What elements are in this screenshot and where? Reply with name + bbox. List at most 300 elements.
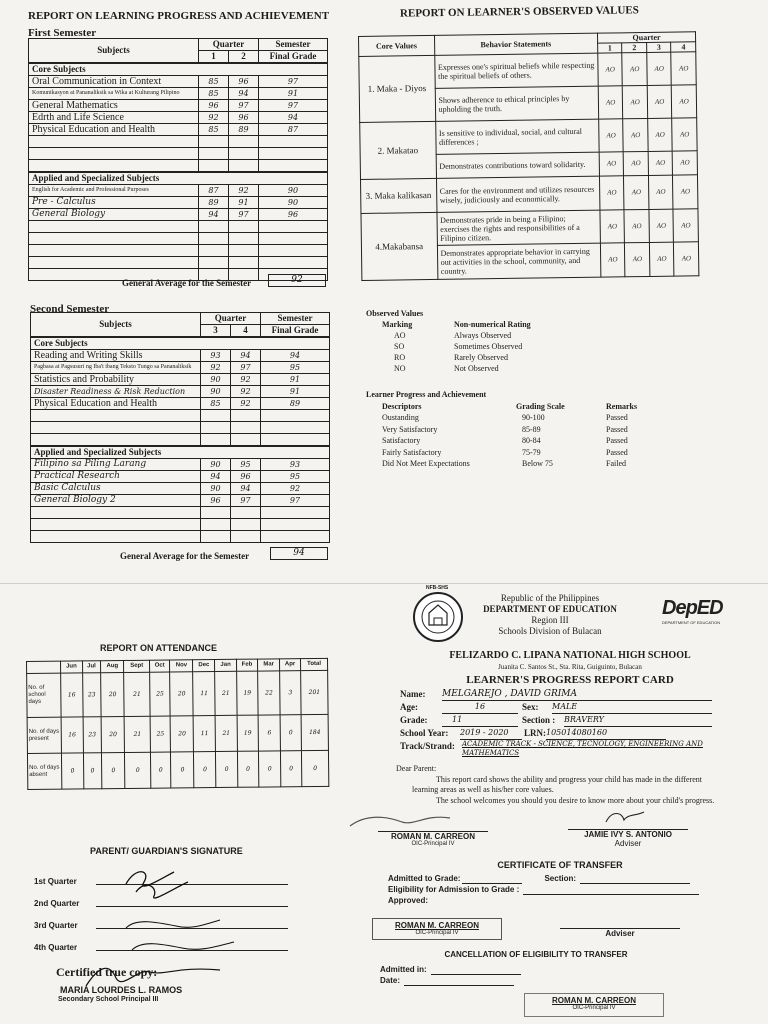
- subject-name: General Biology: [29, 208, 199, 220]
- grade-cell: 85: [199, 88, 229, 100]
- row-label: No. of school days: [27, 673, 61, 717]
- attendance-cell: 0: [171, 752, 194, 788]
- grade-cell: 90: [201, 374, 231, 386]
- certified-label: Certified true copy:: [56, 965, 158, 979]
- mark-cell: AO: [672, 118, 697, 151]
- attendance-cell: 0: [237, 751, 259, 787]
- scale-descriptor: Did Not Meet Expectations: [382, 459, 470, 468]
- applied-subjects-label: Applied and Specialized Subjects: [29, 172, 328, 185]
- scale-descriptor: Fairly Satisfactory: [382, 447, 442, 457]
- sem1-average-value: 92: [268, 274, 326, 287]
- mark-cell: AO: [648, 175, 673, 209]
- final-grade-cell: 94: [259, 112, 328, 124]
- month-header: Nov: [170, 660, 193, 672]
- transfer-title: CERTIFICATE OF TRANSFER: [497, 860, 623, 870]
- deped-logo-text: DepED: [662, 597, 723, 619]
- lrn-label: LRN:: [524, 728, 546, 738]
- behavior-statement: Expresses one's spiritual beliefs while respecting the spiritual beliefs of others.: [434, 53, 598, 88]
- scale-range: 75-79: [522, 447, 541, 457]
- attendance-cell: 0: [125, 752, 151, 788]
- subject-name: Pre - Calculus: [29, 196, 199, 208]
- region-label: Region III: [531, 615, 569, 625]
- scale-remark: Passed: [606, 413, 628, 422]
- col-core-values: Core Values: [359, 35, 435, 56]
- col-quarter: Quarter: [201, 313, 261, 325]
- section-label: Section :: [522, 715, 556, 725]
- attendance-cell: 6: [258, 715, 280, 751]
- grade-cell: 87: [199, 184, 229, 196]
- transfer-adviser-label: Adviser: [560, 928, 680, 938]
- col-semester: Semester: [259, 39, 328, 51]
- attendance-cell: 0: [150, 752, 171, 788]
- student-grade: 11: [442, 714, 518, 727]
- mark-cell: AO: [599, 176, 624, 210]
- deped-seal-icon: [412, 591, 464, 643]
- scale-range: 90-100: [522, 413, 545, 422]
- legend-mark: SO: [394, 342, 405, 351]
- grade-cell: 92: [231, 374, 261, 386]
- col-final: Final Grade: [259, 51, 328, 64]
- legend-marking-header: Marking: [382, 320, 413, 329]
- department-label: DEPARTMENT OF EDUCATION: [483, 604, 617, 614]
- subject-name: Physical Education and Health: [31, 398, 201, 410]
- student-track: ACADEMIC TRACK - SCIENCE, TECNOLOGY, ENGINEERING AND MATHEMATICS: [462, 740, 703, 757]
- core-subjects-label: Core Subjects: [29, 63, 328, 76]
- table-row: [31, 458, 330, 470]
- scale-descriptor: Satisfactory: [382, 436, 421, 445]
- grade-cell: 96: [229, 76, 259, 88]
- legend-rating: Rarely Observed: [454, 353, 508, 362]
- approved-label: Approved:: [388, 896, 428, 905]
- attendance-cell: 21: [125, 716, 151, 752]
- letter-greeting: Dear Parent:: [396, 764, 437, 773]
- mark-cell: AO: [672, 85, 697, 118]
- attendance-cell: 16: [61, 717, 83, 753]
- col-q1: 1: [199, 51, 229, 64]
- final-grade-cell: 94: [261, 350, 330, 362]
- final-grade-cell: 91: [259, 88, 328, 100]
- subject-name: Edrth and Life Science: [29, 112, 199, 124]
- grade-cell: 92: [199, 112, 229, 124]
- second-semester-table: [30, 312, 330, 543]
- cancel-fields: [380, 964, 521, 986]
- attendance-cell: 20: [170, 672, 193, 716]
- admitted-in-label: Admitted in:: [380, 965, 427, 974]
- col-q3: 3: [201, 325, 231, 338]
- school-name: FELIZARDO C. LIPANA NATIONAL HIGH SCHOOL: [449, 650, 691, 661]
- grade-cell: 92: [231, 386, 261, 398]
- scale-range: 85-89: [522, 424, 541, 434]
- eligibility-field: [523, 884, 699, 895]
- subject-name: Oral Communication in Context: [29, 76, 199, 88]
- col-q4: 4: [231, 325, 261, 338]
- mark-cell: AO: [673, 151, 698, 175]
- mark-cell: AO: [624, 209, 649, 242]
- grade-cell: 94: [229, 88, 259, 100]
- subject-name: Statistics and Probability: [31, 374, 201, 386]
- grade-cell: 90: [201, 386, 231, 398]
- learning-report-title: REPORT ON LEARNING PROGRESS AND ACHIEVEMENT: [28, 10, 330, 22]
- legend-rating: Not Observed: [454, 364, 499, 373]
- student-name: MELGAREJO , DAVID GRIMA: [442, 688, 712, 701]
- table-row: [29, 208, 328, 220]
- grade-cell: 85: [201, 398, 231, 410]
- grade-cell: 89: [199, 196, 229, 208]
- scale-range: 80-84: [522, 436, 541, 445]
- principal-name: ROMAN M. CARREON: [378, 831, 488, 841]
- behavior-statement: Shows adherence to ethical principles by upholding the truth.: [435, 86, 599, 121]
- col-q2: 2: [622, 42, 647, 52]
- grade-cell: 92: [229, 184, 259, 196]
- transfer-principal-title: OIC-Principal IV: [415, 930, 459, 936]
- grade-cell: 96: [229, 112, 259, 124]
- admitted-grade-label: Admitted to Grade:: [388, 874, 461, 883]
- final-grade-cell: 95: [261, 470, 330, 482]
- col-final: Final Grade: [261, 325, 330, 338]
- deped-logo: [662, 597, 723, 625]
- legend-rating-header: Non-numerical Rating: [454, 320, 531, 329]
- attendance-cell: 25: [150, 716, 171, 752]
- admitted-in-field: [431, 964, 521, 975]
- sem2-average-label: General Average for the Semester: [120, 551, 250, 561]
- applied-subjects-label: Applied and Specialized Subjects: [31, 446, 330, 459]
- values-report-title: REPORT ON LEARNER'S OBSERVED VALUES: [399, 4, 639, 20]
- month-header: Sept: [124, 660, 150, 672]
- subject-name: Pagbasa at Pagsusuri ng Iba't ibang Teksto Tungo sa Pananaliksik: [31, 362, 201, 374]
- scale-descriptor: Oustanding: [382, 413, 419, 422]
- attendance-cell: 201: [301, 670, 328, 714]
- col-quarter: Quarter: [199, 39, 259, 51]
- grade-cell: 91: [229, 196, 259, 208]
- month-header: Apr: [279, 659, 300, 671]
- sem1-average-label: General Average for the Semester: [122, 278, 252, 288]
- attendance-cell: 3: [280, 671, 302, 715]
- behavior-statement: Demonstrates appropriate behavior in carrying out activities in the school, community, and country.: [437, 243, 601, 279]
- observed-values-table: [358, 31, 699, 281]
- legend-rating: Sometimes Observed: [454, 342, 523, 351]
- grade-cell: 97: [229, 208, 259, 220]
- student-sex: MALE: [552, 701, 712, 714]
- table-row: [27, 670, 328, 717]
- letter-body-1: This report card shows the ability and progress your child has made in the different learning areas as well as his/her core values.: [412, 775, 703, 794]
- grade-cell: 94: [201, 470, 231, 482]
- mark-cell: AO: [625, 242, 650, 276]
- admitted-grade-field: [462, 873, 522, 884]
- adviser-signature: [600, 806, 650, 828]
- subject-name: Practical Research: [31, 470, 201, 482]
- mark-cell: AO: [624, 175, 649, 209]
- grade-cell: 94: [231, 482, 261, 494]
- student-section: BRAVERY: [564, 714, 712, 727]
- school-year-label: School Year:: [400, 728, 449, 738]
- final-grade-cell: 91: [261, 374, 330, 386]
- grade-cell: 92: [201, 362, 231, 374]
- subject-name: General Biology 2: [31, 494, 201, 506]
- table-row: [359, 52, 696, 90]
- legend-rating: Always Observed: [454, 331, 512, 340]
- table-row: [29, 196, 328, 208]
- behavior-statement: Is sensitive to individual, social, and cultural differences ;: [435, 119, 599, 154]
- table-row: [31, 350, 330, 362]
- table-row: [27, 750, 328, 789]
- scale-remark: Passed: [606, 424, 628, 434]
- attendance-cell: 0: [83, 753, 102, 789]
- scale-remarks-header: Remarks: [606, 401, 638, 411]
- first-semester-title: First Semester: [28, 27, 97, 39]
- grade-cell: 90: [201, 458, 231, 470]
- legend-mark: NO: [394, 364, 406, 373]
- age-label: Age:: [400, 702, 418, 712]
- attendance-cell: 22: [258, 671, 280, 715]
- grade-cell: 85: [199, 76, 229, 88]
- table-row: [361, 209, 698, 247]
- behavior-statement: Cares for the environment and utilizes resources wisely, judiciously and economically.: [436, 176, 600, 212]
- scale-remark: Failed: [606, 459, 626, 468]
- sex-label: Sex:: [522, 702, 539, 712]
- table-row: [29, 76, 328, 88]
- mark-cell: AO: [647, 52, 672, 85]
- col-behavior: Behavior Statements: [434, 33, 598, 55]
- table-row: [361, 175, 698, 214]
- mark-cell: AO: [598, 86, 623, 119]
- grade-cell: 89: [229, 124, 259, 136]
- month-header: Total: [301, 658, 328, 670]
- mark-cell: AO: [674, 242, 699, 276]
- scale-title: Learner Progress and Achievement: [366, 390, 487, 399]
- attendance-cell: 20: [101, 672, 125, 716]
- subject-name: General Mathematics: [29, 100, 199, 112]
- sig-quarter-label: 1st Quarter: [34, 877, 77, 886]
- legend-mark: RO: [394, 353, 406, 362]
- cancel-date-field: [404, 975, 514, 986]
- attendance-cell: 20: [101, 716, 125, 752]
- mark-cell: AO: [648, 118, 673, 151]
- legend-title: Observed Values: [366, 309, 424, 318]
- cancel-title: CANCELLATION OF ELIGIBILITY TO TRANSFER: [444, 950, 628, 959]
- table-row: [31, 494, 330, 506]
- col-quarter: Quarter: [597, 32, 695, 43]
- attendance-cell: 21: [215, 671, 237, 715]
- mark-cell: AO: [624, 151, 649, 175]
- subject-name: Reading and Writing Skills: [31, 350, 201, 362]
- table-row: [31, 374, 330, 386]
- attendance-title: REPORT ON ATTENDANCE: [100, 643, 217, 653]
- certifier-name: MARIA LOURDES L. RAMOS: [60, 985, 183, 995]
- attendance-cell: 11: [193, 716, 216, 752]
- mark-cell: AO: [649, 242, 674, 276]
- attendance-cell: 19: [236, 671, 258, 715]
- final-grade-cell: 87: [259, 124, 328, 136]
- col-q2: 2: [229, 51, 259, 64]
- scale-remark: Passed: [606, 447, 628, 457]
- core-subjects-label: Core Subjects: [31, 337, 330, 350]
- grade-cell: 85: [199, 124, 229, 136]
- attendance-cell: 0: [302, 750, 329, 786]
- grade-cell: 96: [201, 494, 231, 506]
- col-subjects: Subjects: [29, 39, 199, 64]
- division-label: Schools Division of Bulacan: [498, 626, 602, 636]
- mark-cell: AO: [673, 175, 698, 209]
- student-lrn: 105014080160: [546, 727, 666, 740]
- final-grade-cell: 92: [261, 482, 330, 494]
- grade-cell: 97: [229, 100, 259, 112]
- mark-cell: AO: [598, 53, 623, 86]
- attendance-cell: 11: [193, 672, 216, 716]
- month-header: Oct: [149, 660, 170, 672]
- attendance-cell: 0: [194, 752, 217, 788]
- subject-name: Filipino sa Piling Larang: [31, 458, 201, 470]
- attendance-cell: 0: [259, 751, 281, 787]
- month-header: Jun: [61, 661, 83, 673]
- final-grade-cell: 97: [259, 100, 328, 112]
- cancel-date-label: Date:: [380, 976, 401, 985]
- track-label: Track/Strand:: [400, 741, 455, 751]
- mark-cell: AO: [599, 152, 624, 176]
- grade-cell: 93: [201, 350, 231, 362]
- table-row: [31, 482, 330, 494]
- sem2-average-value: 94: [270, 547, 328, 560]
- certifier-title: Secondary School Principal III: [58, 996, 159, 1003]
- grade-cell: 97: [231, 494, 261, 506]
- second-semester-title: Second Semester: [30, 303, 110, 315]
- final-grade-cell: 90: [259, 196, 328, 208]
- attendance-cell: 0: [280, 751, 302, 787]
- parent-signatures-scribble: [96, 858, 286, 968]
- mark-cell: AO: [671, 52, 696, 85]
- subject-name: English for Academic and Professional Purposes: [29, 184, 199, 196]
- grading-scale: [366, 389, 637, 470]
- grade-cell: 97: [231, 362, 261, 374]
- table-row: [31, 398, 330, 410]
- grade-label: Grade:: [400, 715, 428, 725]
- observed-values-legend: [366, 308, 531, 374]
- first-semester-table: [28, 38, 328, 281]
- subject-name: Basic Calculus: [31, 482, 201, 494]
- attendance-cell: 184: [301, 714, 328, 750]
- name-label: Name:: [400, 689, 426, 699]
- mark-cell: AO: [648, 151, 673, 175]
- attendance-cell: 19: [237, 715, 259, 751]
- attendance-cell: 0: [102, 752, 126, 788]
- mark-cell: AO: [649, 209, 674, 242]
- mark-cell: AO: [599, 119, 624, 152]
- final-grade-cell: 95: [261, 362, 330, 374]
- cancel-principal-name: ROMAN M. CARREON: [552, 996, 636, 1005]
- letter-body-2: The school welcomes you should you desire to know more about your child's progress.: [436, 796, 715, 805]
- attendance-cell: 25: [149, 672, 170, 716]
- table-row: [27, 714, 328, 753]
- subject-name: Disaster Readiness & Risk Reduction: [31, 386, 201, 398]
- col-q3: 3: [647, 42, 672, 52]
- core-value-label: 3. Maka kalikasan: [361, 178, 437, 213]
- core-value-label: 1. Maka - Diyos: [359, 55, 435, 122]
- grade-cell: 94: [231, 350, 261, 362]
- final-grade-cell: 97: [259, 76, 328, 88]
- attendance-cell: 21: [216, 715, 238, 751]
- attendance-cell: 0: [216, 751, 238, 787]
- table-row: [29, 184, 328, 196]
- attendance-table: [26, 658, 329, 790]
- table-row: [29, 124, 328, 136]
- col-q1: 1: [598, 43, 623, 53]
- adviser-title: Adviser: [614, 839, 642, 848]
- table-row: [31, 470, 330, 482]
- scale-descriptor: Very Satisfactory: [382, 424, 438, 434]
- school-year: 2019 - 2020: [460, 727, 522, 740]
- table-row: [29, 112, 328, 124]
- transfer-principal-name: ROMAN M. CARREON: [395, 921, 479, 930]
- cancel-principal-title: OIC-Principal IV: [572, 1005, 616, 1011]
- letterhead: [470, 593, 630, 637]
- attendance-corner: [27, 661, 61, 673]
- attendance-cell: 0: [280, 715, 302, 751]
- transfer-section-label: Section:: [544, 874, 577, 883]
- month-header: Jan: [215, 659, 236, 671]
- mark-cell: AO: [600, 210, 625, 243]
- student-info: [400, 688, 730, 758]
- col-subjects: Subjects: [31, 313, 201, 338]
- principal-title: OIC-Principal IV: [411, 841, 455, 847]
- row-label: No. of days absent: [27, 753, 61, 789]
- sig-quarter-label: 3rd Quarter: [34, 921, 78, 930]
- behavior-statement: Demonstrates pride in being a Filipino; exercises the rights and responsibilities of a Filipino citizen.: [437, 210, 601, 245]
- month-header: Feb: [236, 659, 258, 671]
- table-row: [31, 362, 330, 374]
- scale-desc-header: Descriptors: [382, 401, 422, 411]
- final-grade-cell: 96: [259, 208, 328, 220]
- card-title: LEARNER'S PROGRESS REPORT CARD: [466, 674, 674, 686]
- mark-cell: AO: [623, 118, 648, 151]
- attendance-cell: 16: [61, 673, 83, 717]
- grade-cell: 95: [231, 458, 261, 470]
- mark-cell: AO: [600, 243, 625, 277]
- grade-cell: 90: [201, 482, 231, 494]
- mark-cell: AO: [622, 52, 647, 85]
- table-row: [360, 118, 697, 156]
- final-grade-cell: 97: [261, 494, 330, 506]
- row-label: No. of days present: [27, 717, 61, 753]
- parent-signature-title: PARENT/ GUARDIAN'S SIGNATURE: [90, 846, 243, 856]
- legend-mark: AO: [394, 331, 406, 340]
- grade-cell: 96: [231, 470, 261, 482]
- subject-name: Physical Education and Health: [29, 124, 199, 136]
- final-grade-cell: 91: [261, 386, 330, 398]
- school-address: Juanita C. Santos St., Sta. Rita, Guiguinto, Bulacan: [498, 663, 642, 671]
- table-row: [29, 100, 328, 112]
- grade-cell: 92: [231, 398, 261, 410]
- scale-grading-header: Grading Scale: [516, 401, 565, 411]
- month-header: Mar: [258, 659, 280, 671]
- sig-quarter-label: 4th Quarter: [34, 943, 78, 952]
- core-value-label: 4.Makabansa: [361, 212, 437, 280]
- behavior-statement: Demonstrates contributions toward solidarity.: [436, 152, 600, 178]
- month-header: Dec: [193, 660, 215, 672]
- core-value-label: 2. Makatao: [360, 121, 436, 179]
- mark-cell: AO: [673, 209, 698, 242]
- col-semester: Semester: [261, 313, 330, 325]
- scale-range: Below 75: [522, 459, 553, 468]
- cancel-principal-box: [524, 993, 664, 1017]
- final-grade-cell: 89: [261, 398, 330, 410]
- grade-cell: 94: [199, 208, 229, 220]
- eligibility-label: Eligibility for Admission to Grade :: [388, 885, 520, 894]
- sig-quarter-label: 2nd Quarter: [34, 899, 80, 908]
- transfer-principal-box: [372, 918, 502, 940]
- deped-logo-subtext: DEPARTMENT OF EDUCATION: [662, 620, 721, 625]
- subject-name: Komunikasyon at Pananaliksik sa Wika at Kulturang Pilipino: [29, 88, 199, 100]
- transfer-fields: [388, 873, 699, 906]
- mark-cell: AO: [623, 85, 648, 118]
